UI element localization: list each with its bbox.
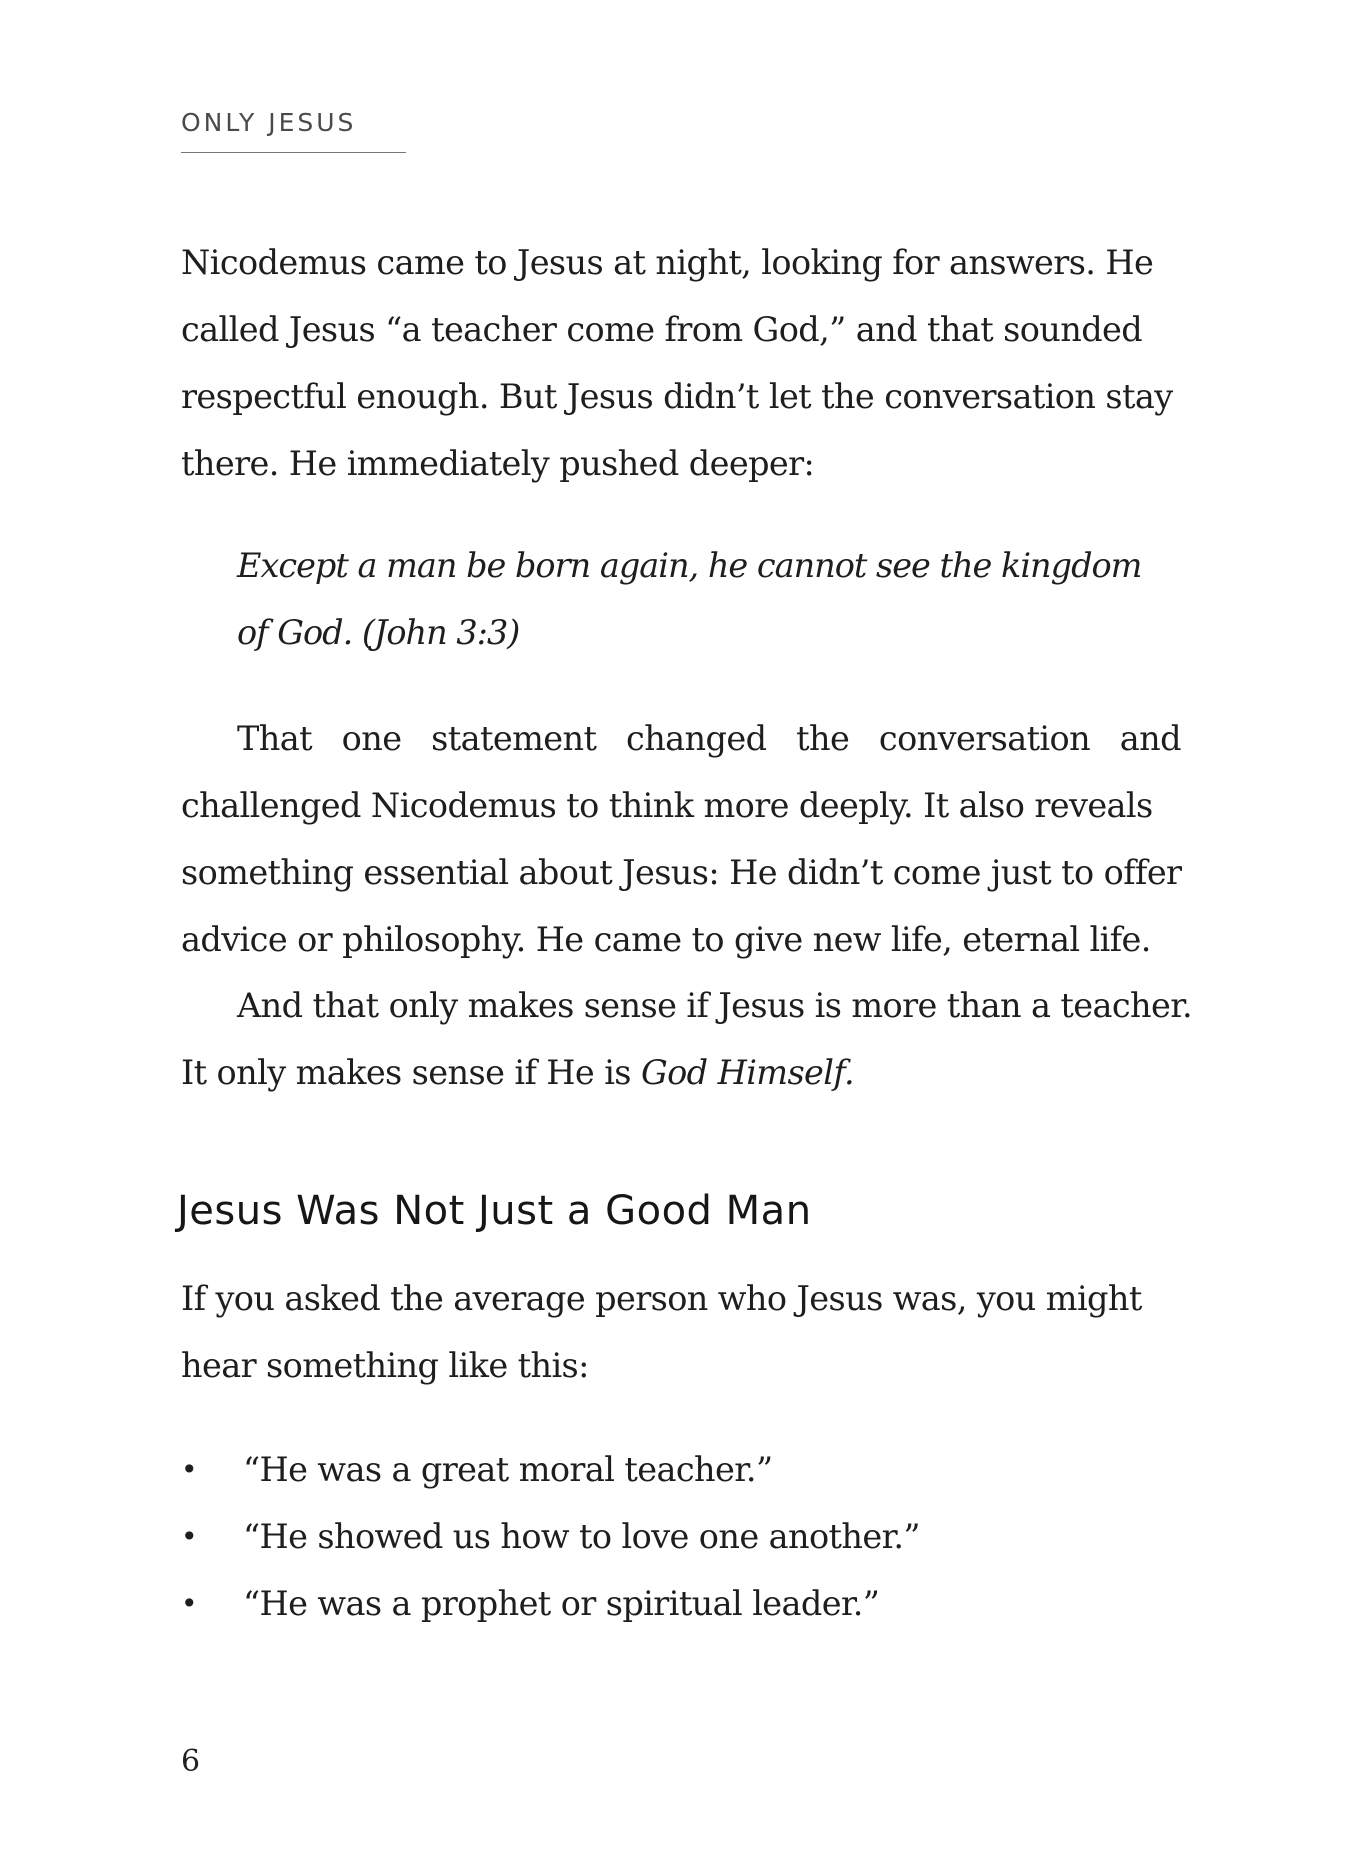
running-head: ONLY JESUS (181, 108, 357, 137)
paragraph-line (181, 1039, 1181, 1106)
list-item (181, 1570, 920, 1637)
page-number: 6 (181, 1744, 201, 1779)
paragraph-line: called Jesus “a teacher come from God,” and that sounded (181, 310, 1143, 349)
paragraph-statement (181, 705, 1181, 973)
paragraph-line: If you asked the average person who Jesus was, you might (181, 1279, 1142, 1318)
paragraph-line: challenged Nicodemus to think more deeply. It also reveals (181, 786, 1153, 825)
paragraph-section-intro (181, 1265, 1181, 1399)
list-item (181, 1503, 920, 1570)
paragraph-line: advice or philosophy. He came to give new life, eternal life. (181, 920, 1151, 959)
list-item (181, 1436, 920, 1503)
bullet-icon: • (181, 1520, 197, 1553)
quote-line: Except a man be born again, he cannot see the kingdom (237, 546, 1142, 585)
paragraph-nicodemus (181, 229, 1181, 497)
section-heading: Jesus Was Not Just a Good Man (177, 1188, 812, 1234)
bullet-list (181, 1436, 920, 1637)
bullet-icon: • (181, 1453, 197, 1486)
paragraph-line: That one statement changed the conversation and (237, 719, 1181, 758)
quote-line: of God. (John 3:3) (237, 613, 520, 652)
paragraph-line: something essential about Jesus: He didn’t come just to offer (181, 853, 1182, 892)
list-item-text: “He was a great moral teacher.” (243, 1450, 773, 1489)
list-item-text: “He was a prophet or spiritual leader.” (243, 1584, 880, 1623)
paragraph-line: there. He immediately pushed deeper: (181, 444, 815, 483)
paragraph-line: hear something like this: (181, 1346, 589, 1385)
paragraph-line: And that only makes sense if Jesus is more than a teacher. (237, 986, 1193, 1025)
paragraph-line: respectful enough. But Jesus didn’t let the conversation stay (181, 377, 1173, 416)
list-item-text: “He showed us how to love one another.” (243, 1517, 920, 1556)
emphasis-god-himself: God Himself. (640, 1053, 855, 1092)
paragraph-line-lead: It only makes sense if He is (181, 1053, 641, 1092)
scripture-quote (237, 532, 1142, 666)
running-head-rule (181, 152, 406, 153)
paragraph-god-himself (181, 972, 1193, 1106)
bullet-icon: • (181, 1587, 197, 1620)
paragraph-line: Nicodemus came to Jesus at night, looking for answers. He (181, 243, 1154, 282)
